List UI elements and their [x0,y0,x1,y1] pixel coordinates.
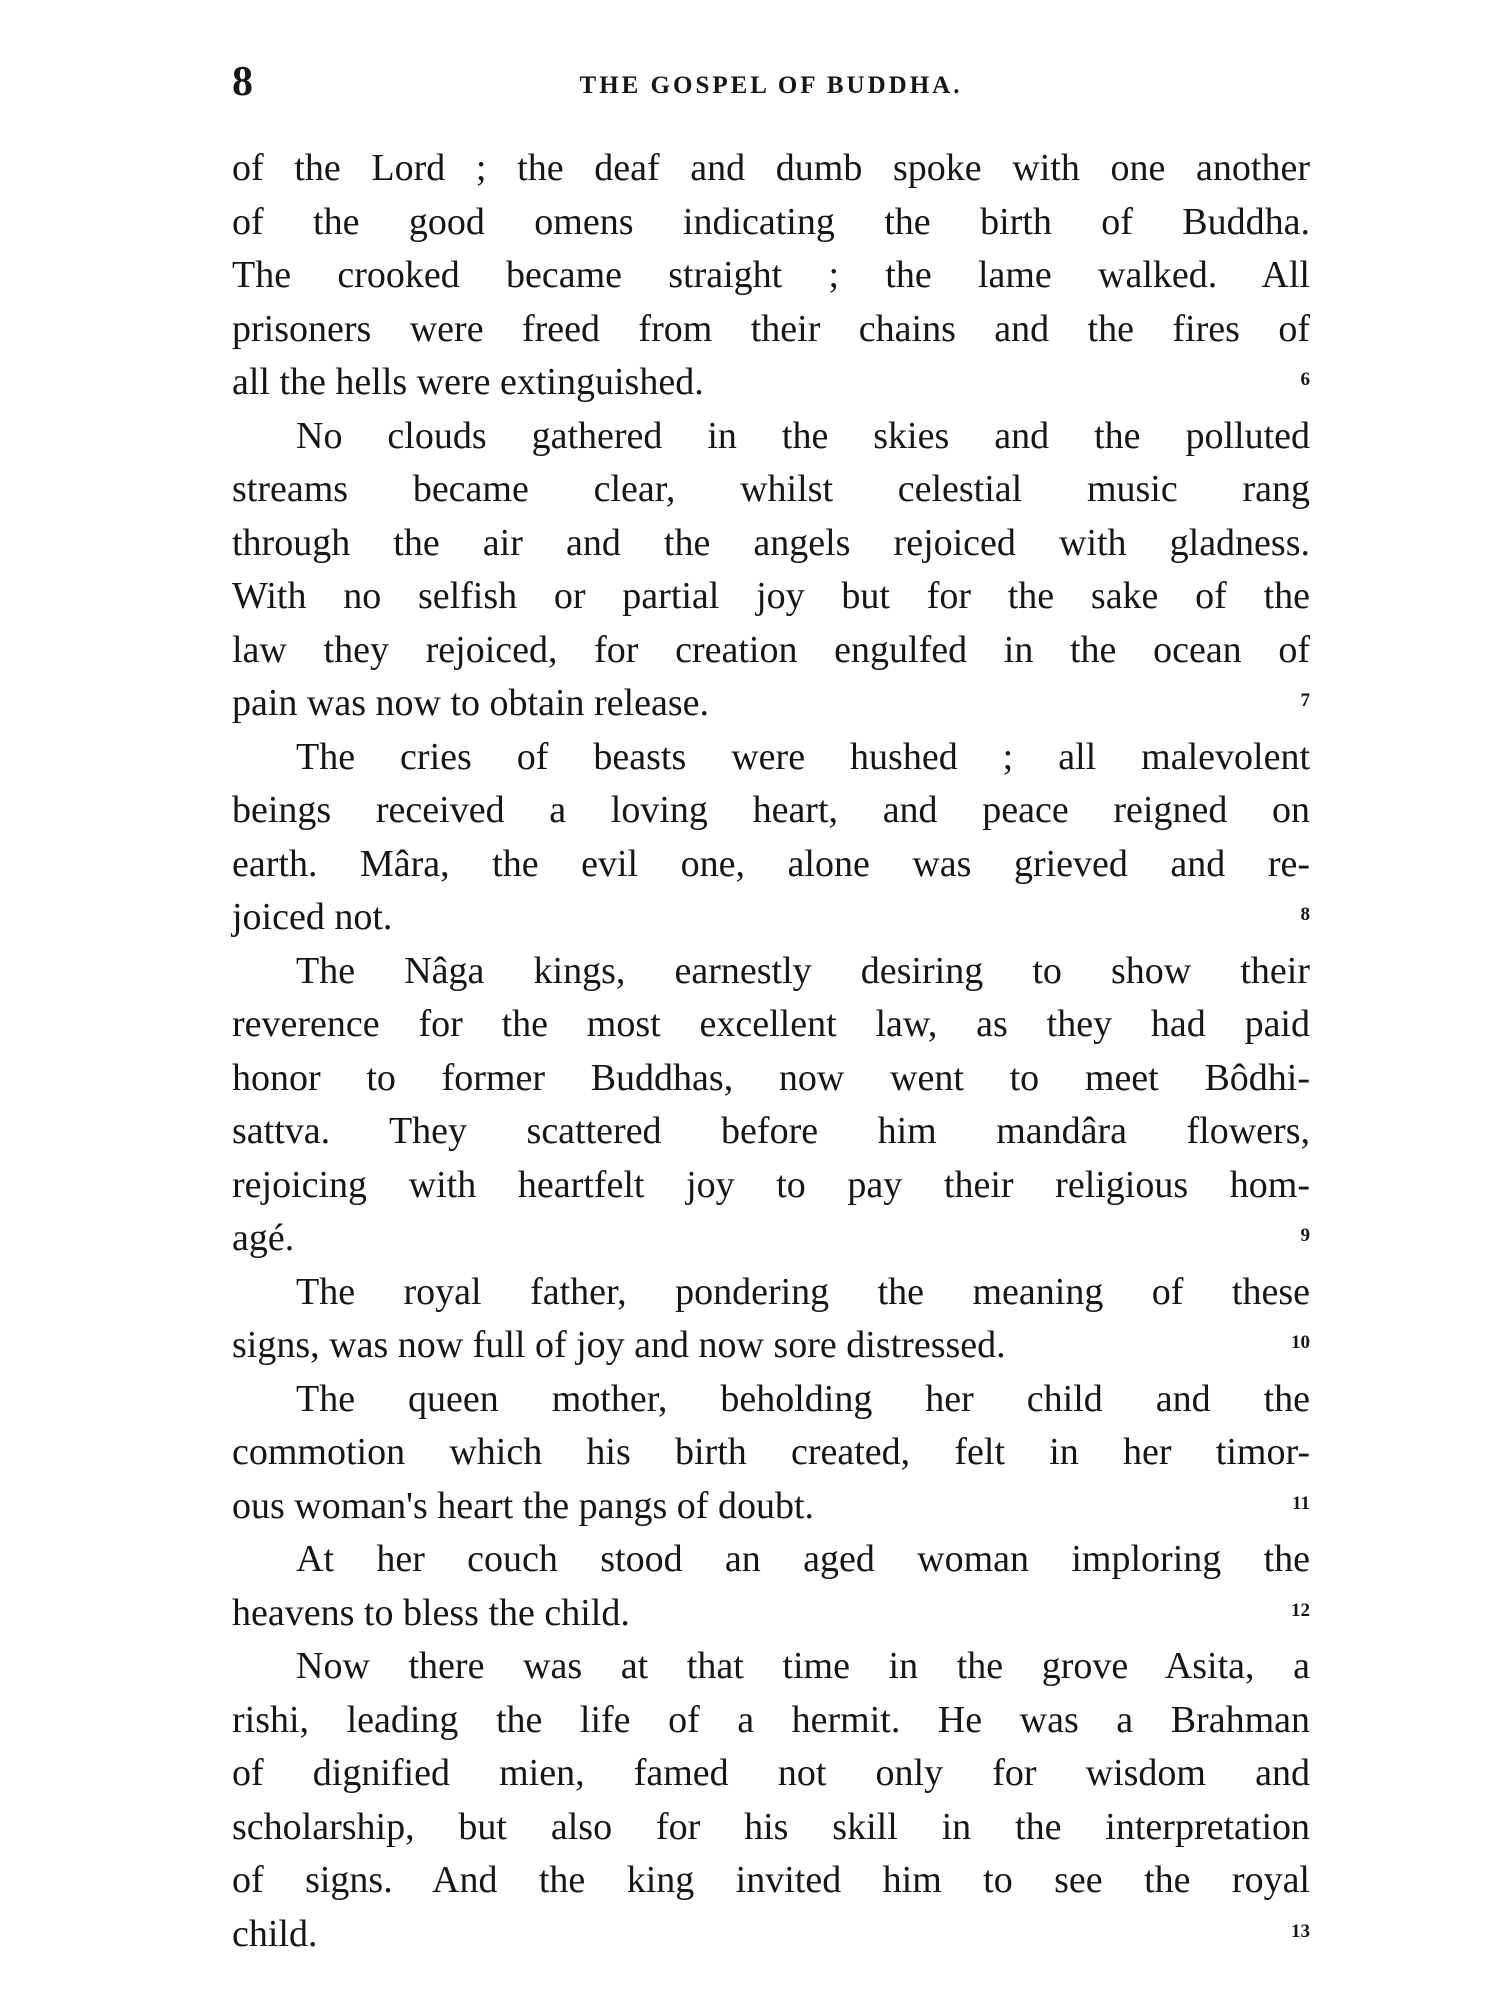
text-line: earth. Mâra, the evil one, alone was grieved and re- [232,842,1310,885]
text-line: through the air and the angels rejoiced with gladness. [232,521,1310,564]
text-line-content: agé. [232,1217,295,1259]
text-line: With no selfish or partial joy but for the sake of the [232,575,1310,617]
text-line: The queen mother, beholding her child and the [296,1377,1310,1420]
text-line: No clouds gathered in the skies and the polluted [296,414,1310,457]
text-line-content: all the hells were extinguished. [232,361,704,403]
text-line: reverence for the most excellent law, as they had paid [232,1003,1310,1045]
running-title: THE GOSPEL OF BUDDHA. [579,72,963,99]
text-line-content: signs, was now full of joy and now sore distressed. [232,1324,1006,1366]
text-line: rejoicing with heartfelt joy to pay their religious hom- [232,1163,1310,1206]
text-line-content: child. [232,1912,318,1955]
verse-number: 8 [1300,904,1310,925]
verse-number: 7 [1300,690,1310,711]
text-line-content: ous woman's heart the pangs of doubt. [232,1484,815,1527]
text-line: sattva. They scattered before him mandâra flowers, [232,1110,1310,1152]
verse-number: 6 [1300,369,1310,390]
text-line: honor to former Buddhas, now went to meet Bôdhi- [232,1056,1310,1099]
text-line: of the good omens indicating the birth of Buddha. [232,200,1310,243]
text-line: scholarship, but also for his skill in the interpretation [232,1805,1310,1848]
text-line: At her couch stood an aged woman imploring the [296,1538,1310,1580]
text-line: The crooked became straight ; the lame walked. All [232,254,1310,296]
text-line [232,1212,1310,1266]
text-line-content: pain was now to obtain release. [232,682,709,724]
verse-number: 13 [1291,1920,1310,1942]
text-line [232,1587,1310,1641]
verse-number: 11 [1292,1492,1310,1514]
text-line: of the Lord ; the deaf and dumb spoke with one another [232,147,1310,189]
text-line: beings received a loving heart, and peace reigned on [232,789,1310,831]
text-line: The royal father, pondering the meaning of these [296,1270,1310,1313]
text-line [232,891,1310,945]
text-line: of signs. And the king invited him to see the royal [232,1859,1310,1901]
text-line: The cries of beasts were hushed ; all malevolent [296,735,1310,778]
text-line [232,1319,1310,1373]
verse-number: 9 [1300,1225,1310,1246]
text-line: Now there was at that time in the grove Asita, a [296,1645,1310,1687]
text-line: law they rejoiced, for creation engulfed in the ocean of [232,628,1310,671]
body-text [232,142,1310,1961]
text-line-content: heavens to bless the child. [232,1591,630,1634]
text-line: streams became clear, whilst celestial music rang [232,468,1310,510]
text-line-content: joiced not. [232,896,393,938]
verse-number: 12 [1291,1599,1310,1621]
text-line [232,1908,1310,1962]
verse-number: 10 [1291,1332,1310,1353]
text-line [232,356,1310,410]
text-line: The Nâga kings, earnestly desiring to show their [296,949,1310,992]
page-number: 8 [232,59,253,105]
text-line [232,1480,1310,1534]
text-line [232,677,1310,731]
text-line: commotion which his birth created, felt in her timor- [232,1431,1310,1473]
text-line: rishi, leading the life of a hermit. He was a Brahman [232,1698,1310,1741]
text-line: of dignified mien, famed not only for wisdom and [232,1752,1310,1794]
running-head [232,52,1310,112]
text-line: prisoners were freed from their chains and the fires of [232,307,1310,350]
